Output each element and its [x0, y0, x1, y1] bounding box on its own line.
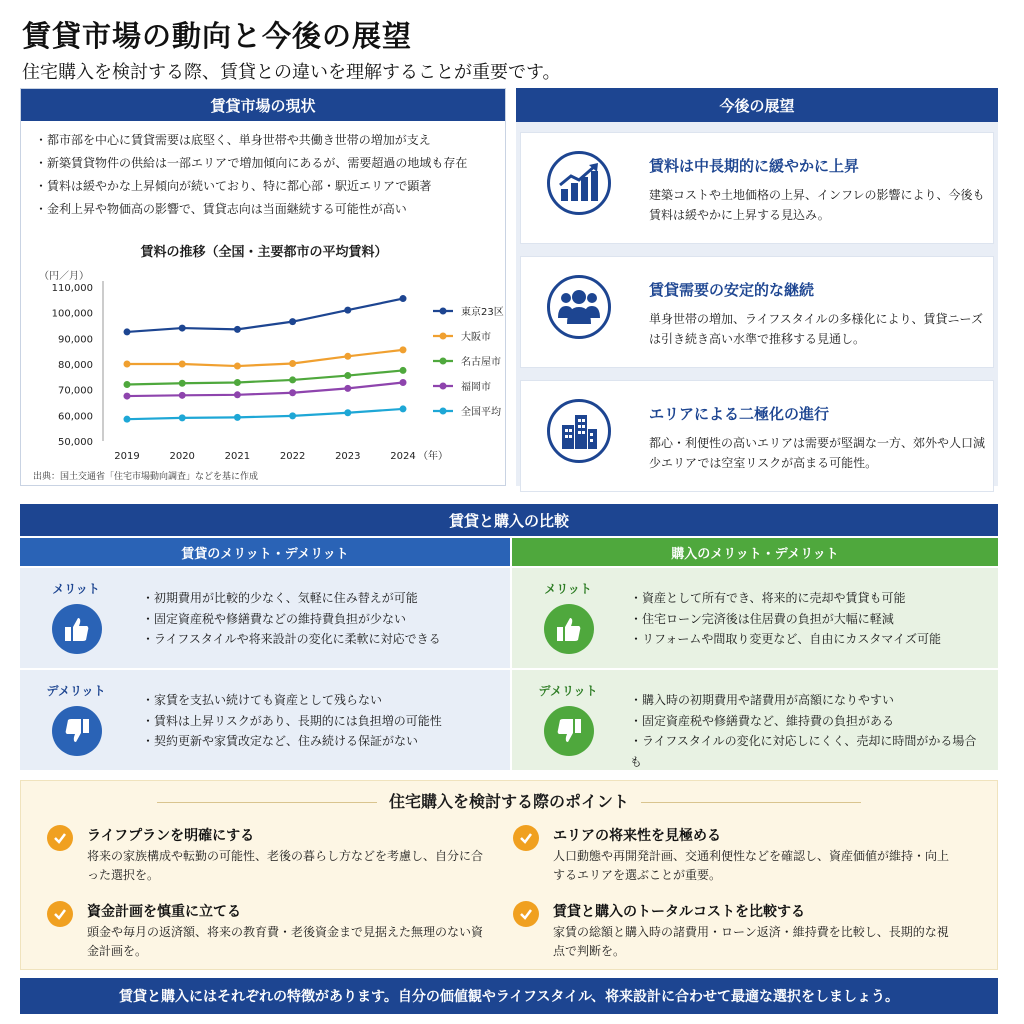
- data-point: [179, 325, 186, 332]
- point-text: 人口動態や再開発計画、交通利便性などを確認し、資産価値が維持・向上するエリアを選ぶことが重要。: [553, 849, 950, 882]
- y-tick-label: 50,000: [58, 437, 93, 448]
- data-point: [124, 361, 131, 368]
- data-point: [234, 379, 241, 386]
- data-point: [400, 379, 407, 386]
- series-line: [127, 350, 403, 366]
- data-point: [234, 391, 241, 398]
- legend-label: 福岡市: [461, 382, 491, 393]
- legend-marker: [440, 408, 447, 415]
- point-title: ライフプランを明確にする: [87, 828, 255, 844]
- data-point: [400, 346, 407, 353]
- thumbs-down-icon: [52, 706, 102, 756]
- data-point: [234, 363, 241, 370]
- outlook-card: [520, 132, 994, 244]
- data-point: [289, 376, 296, 383]
- data-point: [124, 328, 131, 335]
- data-point: [234, 326, 241, 333]
- series-line: [127, 370, 403, 384]
- check-icon: [513, 901, 539, 927]
- legend-label: 大阪市: [461, 332, 491, 343]
- point-title: 資金計画を慎重に立てる: [87, 904, 241, 920]
- buy-column-heading: 購入のメリット・デメリット: [512, 538, 998, 566]
- buy-merit-cell: [512, 568, 998, 668]
- check-icon: [47, 901, 73, 927]
- legend-marker: [440, 333, 447, 340]
- list-item: ・ 金利上昇や物価高の影響で、賃貸志向は当面継続する可能性が高い: [35, 198, 493, 221]
- y-tick-label: 90,000: [58, 334, 93, 346]
- data-point: [344, 385, 351, 392]
- list-item: ・ 契約更新や家賃改定など、住み続ける保証がない: [142, 731, 492, 752]
- list-item: ・ 固定資産税や修繕費などの維持費負担が少ない: [142, 609, 492, 630]
- rent-demerit-cell: [20, 670, 510, 770]
- data-point: [179, 392, 186, 399]
- x-tick-label: 2019: [114, 451, 140, 462]
- check-icon: [513, 825, 539, 851]
- demerit-label: デメリット: [46, 684, 106, 698]
- legend-label: 全国平均: [461, 407, 501, 418]
- legend-marker: [440, 383, 447, 390]
- y-axis-label: （円／月）: [39, 271, 89, 282]
- series-line: [127, 409, 403, 419]
- x-tick-label: 2020: [169, 451, 195, 462]
- rising-chart-icon: [547, 151, 611, 215]
- comparison-heading: 賃貸と購入の比較: [20, 504, 998, 536]
- buildings-icon: [547, 399, 611, 463]
- point-text: 頭金や毎月の返済額、将来の教育費・老後資金まで見据えた無理のない資金計画を。: [87, 925, 484, 958]
- merit-label: メリット: [52, 582, 100, 596]
- data-point: [234, 414, 241, 421]
- merit-label: メリット: [544, 582, 592, 596]
- footer-message: 賃貸と購入にはそれぞれの特徴があります。自分の価値観やライフスタイル、将来設計に合わせて最適な選択をしましょう。: [20, 978, 998, 1014]
- y-tick-label: 80,000: [58, 360, 93, 371]
- x-tick-label: 2023: [335, 451, 361, 462]
- y-tick-label: 70,000: [58, 385, 93, 397]
- data-point: [124, 393, 131, 400]
- data-point: [124, 416, 131, 423]
- data-point: [400, 295, 407, 302]
- points-heading: 住宅購入を検討する際のポイント: [21, 789, 997, 812]
- y-tick-label: 100,000: [51, 308, 93, 320]
- page-title: 賃貸市場の動向と今後の展望: [22, 19, 413, 53]
- market-heading: 賃貸市場の現状: [21, 89, 505, 121]
- outlook-title: 賃料は中長期的に緩やかに上昇: [649, 157, 860, 175]
- points-panel: [20, 780, 998, 970]
- demerit-label: デメリット: [538, 684, 598, 698]
- legend-label: 東京23区: [461, 307, 504, 318]
- data-point: [344, 372, 351, 379]
- outlook-text: 単身世帯の増加、ライフスタイルの多様化により、賃貸ニーズは引き続き高い水準で推移する見通し。: [649, 312, 983, 346]
- list-item: ・ 都市部を中心に賃貸需要は底堅く、単身世帯や共働き世帯の増加が支え: [35, 129, 493, 152]
- people-icon: [547, 275, 611, 339]
- data-point: [400, 367, 407, 374]
- list-item: ・ 家賃を支払い続けても資産として残らない: [142, 690, 492, 711]
- outlook-title: エリアによる二極化の進行: [649, 405, 830, 423]
- buy-merit-list: [630, 588, 980, 650]
- point-text: 将来の家族構成や転勤の可能性、老後の暮らし方などを考慮し、自分に合った選択を。: [87, 849, 484, 882]
- data-point: [124, 381, 131, 388]
- y-tick-label: 60,000: [58, 411, 93, 423]
- outlook-text: 都心・利便性の高いエリアは需要が堅調な一方、郊外や人口減少エリアでは空室リスクが高まる可能性。: [649, 436, 986, 470]
- chart-title: 賃料の推移（全国・主要都市の平均賃料）: [140, 245, 388, 260]
- outlook-card: [520, 256, 994, 368]
- data-point: [289, 389, 296, 396]
- thumbs-up-icon: [544, 604, 594, 654]
- list-item: ・ 住宅ローン完済後は住居費の負担が大幅に軽減: [630, 609, 980, 630]
- list-item: ・ 賃料は緩やかな上昇傾向が続いており、特に都心部・駅近エリアで顕著: [35, 175, 493, 198]
- data-point: [179, 414, 186, 421]
- market-panel: [20, 88, 506, 486]
- buy-demerit-list: [630, 690, 980, 772]
- outlook-panel: [516, 88, 998, 486]
- outlook-text: 建築コストや土地価格の上昇、インフレの影響により、今後も賃料は緩やかに上昇する見込み。: [649, 188, 985, 222]
- list-item: ・ ライフスタイルや将来設計の変化に柔軟に対応できる: [142, 629, 492, 650]
- rent-merit-cell: [20, 568, 510, 668]
- x-tick-label: 2021: [224, 451, 251, 462]
- data-point: [344, 409, 351, 416]
- legend-marker: [440, 308, 447, 315]
- data-point: [344, 353, 351, 360]
- list-item: ・ 購入時の初期費用や諸費用が高額になりやすい: [630, 690, 980, 711]
- rent-trend-chart: [21, 259, 507, 469]
- list-item: ・ 資産として所有でき、将来的に売却や賃貸も可能: [630, 588, 980, 609]
- y-tick-label: 110,000: [51, 283, 93, 294]
- point-text: 家賃の総額と購入時の諸費用・ローン返済・維持費を比較し、長期的な視点で判断を。: [553, 925, 949, 958]
- list-item: ・ 固定資産税や修繕費など、維持費の負担がある: [630, 711, 980, 732]
- market-bullets: [21, 121, 505, 221]
- thumbs-down-icon: [544, 706, 594, 756]
- page-subtitle: 住宅購入を検討する際、賃貸との違いを理解することが重要です。: [22, 62, 561, 83]
- list-item: ・ 新築賃貸物件の供給は一部エリアで増加傾向にあるが、需要超過の地域も存在: [35, 152, 493, 175]
- list-item: ・ 賃料は上昇リスクがあり、長期的には負担増の可能性: [142, 711, 492, 732]
- rent-demerit-list: [142, 690, 492, 752]
- point-title: 賃貸と購入のトータルコストを比較する: [553, 904, 805, 920]
- data-point: [289, 318, 296, 325]
- legend-marker: [440, 358, 447, 365]
- rent-merit-list: [142, 588, 492, 650]
- data-point: [344, 307, 351, 314]
- data-point: [179, 380, 186, 387]
- check-icon: [47, 825, 73, 851]
- x-axis-label: （年）: [418, 451, 448, 462]
- data-point: [289, 360, 296, 367]
- x-tick-label: 2022: [279, 451, 306, 462]
- point-title: エリアの将来性を見極める: [553, 828, 721, 844]
- list-item: ・ ライフスタイルの変化に対応しにくく、売却に時間がかる場合も: [630, 731, 980, 772]
- rent-column-heading: 賃貸のメリット・デメリット: [20, 538, 510, 566]
- thumbs-up-icon: [52, 604, 102, 654]
- data-point: [289, 412, 296, 419]
- outlook-title: 賃貸需要の安定的な継続: [649, 281, 815, 299]
- list-item: ・ リフォームや間取り変更など、自由にカスタマイズ可能: [630, 629, 980, 650]
- data-point: [400, 405, 407, 412]
- x-tick-label: 2024: [390, 451, 416, 462]
- outlook-card: [520, 380, 994, 492]
- list-item: ・ 初期費用が比較的少なく、気軽に住み替えが可能: [142, 588, 492, 609]
- outlook-heading: 今後の展望: [516, 88, 998, 122]
- chart-source: 出典：国土交通省「住宅市場動向調査」などを基に作成: [33, 472, 259, 482]
- data-point: [179, 361, 186, 368]
- buy-demerit-cell: [512, 670, 998, 770]
- legend-label: 名古屋市: [461, 357, 501, 368]
- series-line: [127, 299, 403, 332]
